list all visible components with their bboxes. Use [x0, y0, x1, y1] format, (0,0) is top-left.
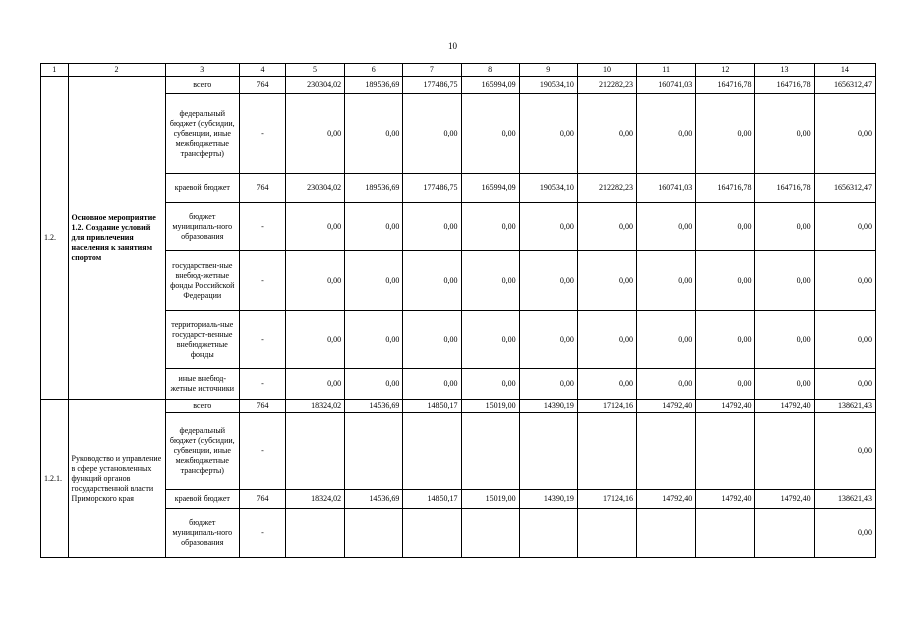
year-value: 0,00: [345, 94, 403, 174]
year-value: [403, 509, 461, 558]
year-value: [345, 413, 403, 490]
column-header-13: 13: [755, 64, 814, 77]
column-header-9: 9: [519, 64, 577, 77]
header-row: [41, 64, 876, 77]
year-value: [577, 413, 636, 490]
page-number: 10: [448, 41, 457, 51]
table-row: [41, 203, 876, 251]
year-value: 0,00: [637, 203, 696, 251]
year-value: 0,00: [403, 369, 461, 400]
funding-source: краевой бюджет: [165, 174, 240, 203]
year-value: 14390,19: [519, 490, 577, 509]
year-value: 0,00: [345, 369, 403, 400]
activity-name: Основное мероприятие 1.2. Создание условий для привлечения населения к занятиям спортом: [68, 77, 165, 400]
year-value: [577, 509, 636, 558]
year-value: [637, 413, 696, 490]
year-value: 0,00: [577, 251, 636, 311]
year-value: 0,00: [755, 311, 814, 369]
year-value: 14850,17: [403, 490, 461, 509]
funding-source: всего: [165, 400, 240, 413]
year-value: 160741,03: [637, 77, 696, 94]
year-value: 0,00: [285, 203, 344, 251]
year-value: 14792,40: [696, 400, 755, 413]
year-value: 14536,69: [345, 490, 403, 509]
grbs-code: -: [240, 369, 286, 400]
table-row: [41, 94, 876, 174]
funding-source: федеральный бюджет (субсидии, субвенции, иные межбюджетные трансферты): [165, 94, 240, 174]
year-value: 0,00: [345, 251, 403, 311]
year-value: 0,00: [577, 369, 636, 400]
year-value: 230304,02: [285, 77, 344, 94]
column-header-2: 2: [68, 64, 165, 77]
year-value: [461, 413, 519, 490]
year-value: 0,00: [519, 94, 577, 174]
year-value: [519, 413, 577, 490]
table-row: [41, 311, 876, 369]
column-header-3: 3: [165, 64, 240, 77]
funding-source: бюджет муниципаль-ного образования: [165, 203, 240, 251]
year-value: [637, 509, 696, 558]
year-value: 0,00: [637, 94, 696, 174]
column-header-12: 12: [696, 64, 755, 77]
total-value: 0,00: [814, 203, 875, 251]
grbs-code: -: [240, 251, 286, 311]
year-value: [285, 509, 344, 558]
year-value: 0,00: [637, 369, 696, 400]
year-value: 0,00: [696, 203, 755, 251]
year-value: 18324,02: [285, 400, 344, 413]
year-value: 0,00: [403, 94, 461, 174]
year-value: 0,00: [637, 251, 696, 311]
year-value: 165994,09: [461, 174, 519, 203]
year-value: 14792,40: [755, 490, 814, 509]
year-value: 160741,03: [637, 174, 696, 203]
column-header-10: 10: [577, 64, 636, 77]
year-value: 14792,40: [696, 490, 755, 509]
total-value: 0,00: [814, 311, 875, 369]
grbs-code: 764: [240, 174, 286, 203]
grbs-code: -: [240, 509, 286, 558]
funding-source: всего: [165, 77, 240, 94]
year-value: 0,00: [577, 203, 636, 251]
year-value: 0,00: [461, 94, 519, 174]
grbs-code: 764: [240, 400, 286, 413]
total-value: 138621,43: [814, 400, 875, 413]
year-value: 0,00: [403, 311, 461, 369]
funding-source: федеральный бюджет (субсидии, субвенции, иные межбюджетные трансферты): [165, 413, 240, 490]
year-value: 165994,09: [461, 77, 519, 94]
year-value: 212282,23: [577, 77, 636, 94]
column-header-1: 1: [41, 64, 69, 77]
year-value: 0,00: [403, 203, 461, 251]
year-value: [461, 509, 519, 558]
year-value: 0,00: [519, 311, 577, 369]
grbs-code: 764: [240, 77, 286, 94]
year-value: 177486,75: [403, 77, 461, 94]
table-row: [41, 77, 876, 94]
year-value: 14792,40: [637, 490, 696, 509]
column-header-11: 11: [637, 64, 696, 77]
year-value: 14850,17: [403, 400, 461, 413]
year-value: [519, 509, 577, 558]
year-value: 17124,16: [577, 490, 636, 509]
funding-source: государствен-ные внебюд-жетные фонды Российской Федерации: [165, 251, 240, 311]
year-value: 177486,75: [403, 174, 461, 203]
year-value: 230304,02: [285, 174, 344, 203]
column-header-5: 5: [285, 64, 344, 77]
year-value: [755, 509, 814, 558]
year-value: 0,00: [755, 203, 814, 251]
year-value: 17124,16: [577, 400, 636, 413]
total-value: 0,00: [814, 369, 875, 400]
year-value: [696, 413, 755, 490]
year-value: 0,00: [461, 369, 519, 400]
year-value: 15019,00: [461, 490, 519, 509]
year-value: 14536,69: [345, 400, 403, 413]
column-header-6: 6: [345, 64, 403, 77]
year-value: 0,00: [755, 94, 814, 174]
total-value: 0,00: [814, 509, 875, 558]
year-value: 0,00: [696, 94, 755, 174]
year-value: [696, 509, 755, 558]
year-value: 190534,10: [519, 77, 577, 94]
year-value: 164716,78: [755, 77, 814, 94]
grbs-code: -: [240, 94, 286, 174]
year-value: 0,00: [345, 203, 403, 251]
year-value: 0,00: [285, 311, 344, 369]
table-row: [41, 251, 876, 311]
year-value: 0,00: [519, 203, 577, 251]
column-header-4: 4: [240, 64, 286, 77]
year-value: 0,00: [461, 311, 519, 369]
year-value: 212282,23: [577, 174, 636, 203]
year-value: 164716,78: [755, 174, 814, 203]
year-value: [285, 413, 344, 490]
total-value: 0,00: [814, 94, 875, 174]
total-value: 1656312,47: [814, 77, 875, 94]
year-value: 0,00: [285, 369, 344, 400]
year-value: 0,00: [403, 251, 461, 311]
year-value: 0,00: [696, 251, 755, 311]
column-header-8: 8: [461, 64, 519, 77]
year-value: 14792,40: [637, 400, 696, 413]
year-value: 189536,69: [345, 174, 403, 203]
table-row: [41, 509, 876, 558]
total-value: 138621,43: [814, 490, 875, 509]
year-value: 0,00: [519, 251, 577, 311]
column-header-7: 7: [403, 64, 461, 77]
funding-source: территориаль-ные государст-венные внебюджетные фонды: [165, 311, 240, 369]
funding-source: иные внебюд-жетные источники: [165, 369, 240, 400]
grbs-code: -: [240, 203, 286, 251]
total-value: 0,00: [814, 413, 875, 490]
year-value: 0,00: [577, 94, 636, 174]
total-value: 0,00: [814, 251, 875, 311]
year-value: 0,00: [696, 311, 755, 369]
year-value: 164716,78: [696, 174, 755, 203]
year-value: 0,00: [696, 369, 755, 400]
year-value: 0,00: [285, 251, 344, 311]
grbs-code: -: [240, 311, 286, 369]
year-value: [345, 509, 403, 558]
year-value: 0,00: [519, 369, 577, 400]
year-value: 15019,00: [461, 400, 519, 413]
activity-name: Руководство и управление в сфере установленных функций органов государственной власти Приморского края: [68, 400, 165, 558]
year-value: 14390,19: [519, 400, 577, 413]
year-value: 18324,02: [285, 490, 344, 509]
year-value: 0,00: [577, 311, 636, 369]
year-value: 164716,78: [696, 77, 755, 94]
column-header-14: 14: [814, 64, 875, 77]
year-value: 0,00: [461, 203, 519, 251]
year-value: 0,00: [461, 251, 519, 311]
year-value: 0,00: [755, 251, 814, 311]
year-value: 189536,69: [345, 77, 403, 94]
year-value: 0,00: [345, 311, 403, 369]
activity-code: 1.2.: [41, 77, 69, 400]
year-value: [755, 413, 814, 490]
activity-code: 1.2.1.: [41, 400, 69, 558]
year-value: 0,00: [755, 369, 814, 400]
table-row: [41, 413, 876, 490]
funding-source: бюджет муниципаль-ного образования: [165, 509, 240, 558]
table-row: [41, 174, 876, 203]
year-value: 0,00: [285, 94, 344, 174]
grbs-code: -: [240, 413, 286, 490]
table-row: [41, 369, 876, 400]
year-value: [403, 413, 461, 490]
year-value: 190534,10: [519, 174, 577, 203]
table-row: [41, 400, 876, 413]
budget-table: [40, 63, 876, 558]
table-row: [41, 490, 876, 509]
funding-source: краевой бюджет: [165, 490, 240, 509]
total-value: 1656312,47: [814, 174, 875, 203]
grbs-code: 764: [240, 490, 286, 509]
year-value: 14792,40: [755, 400, 814, 413]
year-value: 0,00: [637, 311, 696, 369]
